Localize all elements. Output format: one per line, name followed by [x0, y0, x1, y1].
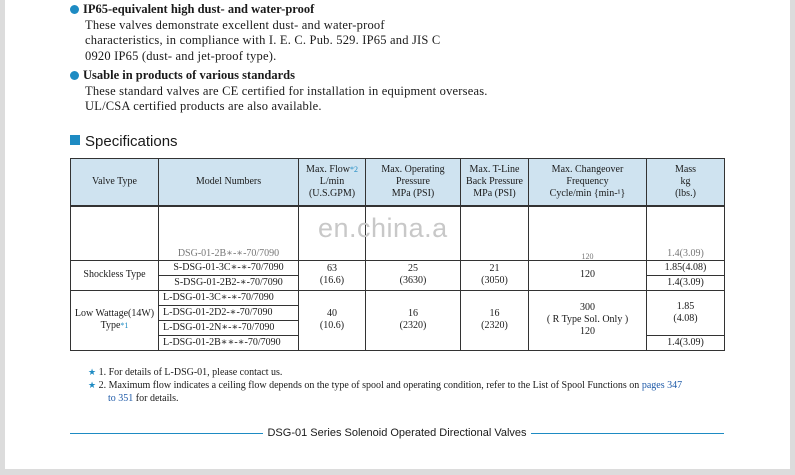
- bullet-icon: [70, 71, 79, 80]
- table-cell: DSG-01-2B∗-∗-70/7090: [159, 206, 299, 260]
- col-changeover: Max. Changeover Frequency Cycle/min {min-¹}: [529, 159, 647, 207]
- col-tline: Max. T-Line Back Pressure MPa (PSI): [461, 159, 529, 207]
- feature-title: Usable in products of various standards: [83, 68, 295, 82]
- feature-line: 0920 IP65 (dust- and jet-proof type).: [85, 48, 277, 63]
- table-cell: 63 (16.6): [299, 260, 366, 290]
- table-cell: Shockless Type: [71, 260, 159, 290]
- table-cell: 1.4(3.09): [647, 275, 725, 290]
- feature-line: characteristics, in compliance with I. E. C. Pub. 529. IP65 and JIS C: [85, 33, 441, 47]
- col-valve-type: Valve Type: [71, 159, 159, 207]
- star-icon: ★: [88, 367, 97, 377]
- square-bullet-icon: [70, 135, 80, 145]
- feature-line: UL/CSA certified products are also available.: [85, 99, 322, 113]
- col-max-flow: Max. Flow$^{*2}$ L/min (U.S.GPM): [299, 159, 366, 207]
- table-row: [71, 260, 725, 275]
- table-cell: 300 ( R Type Sol. Only ) 120: [529, 290, 647, 350]
- pages-link[interactable]: to 351: [108, 393, 134, 404]
- table-cell: 120: [529, 260, 647, 290]
- feature-standards: [70, 68, 488, 115]
- feature-line: These standard valves are CE certified for installation in equipment overseas.: [85, 83, 488, 98]
- table-cell: 120: [529, 206, 647, 260]
- table-cell: 16 (2320): [366, 290, 461, 350]
- feature-line: These valves demonstrate excellent dust- and water-proof: [85, 17, 385, 32]
- table-header-row: [71, 159, 725, 207]
- table-cell: 1.85 (4.08): [647, 290, 725, 335]
- table-cell: L-DSG-01-3C∗-∗-70/7090: [159, 290, 299, 305]
- table-cell: S-DSG-01-2B2-∗-70/7090: [159, 275, 299, 290]
- specifications-table: [70, 158, 725, 351]
- footnotes: [88, 366, 682, 405]
- left-border: [0, 0, 5, 475]
- section-heading: Specifications: [70, 133, 178, 150]
- table-cell: 1.4(3.09): [647, 206, 725, 260]
- footnote-1: ★ 1. For details of L-DSG-01, please contact us.: [88, 367, 283, 378]
- table-cell: 40 (10.6): [299, 290, 366, 350]
- footnote-2: ★ 2. Maximum flow indicates a ceiling flow depends on the type of spool and operating condition, refer to the List of Spool Functions on pages 347: [88, 380, 683, 391]
- footnote-2-cont: to 351 for details.: [108, 393, 179, 404]
- table-cell: 25 (3630): [366, 260, 461, 290]
- col-max-pressure: Max. Operating Pressure MPa (PSI): [366, 159, 461, 207]
- table-cell: 1.85(4.08): [647, 260, 725, 275]
- footer: [70, 426, 724, 440]
- table-cell: Low Wattage(14W) Type$^{*1}$: [71, 290, 159, 350]
- footer-title: DSG-01 Series Solenoid Operated Directional Valves: [267, 427, 527, 439]
- table-cell: L-DSG-01-2B∗∗-∗-70/7090: [159, 335, 299, 350]
- table-cell: L-DSG-01-2N∗-∗-70/7090: [159, 320, 299, 335]
- watermark: en.china.a: [318, 213, 448, 243]
- col-model-numbers: Model Numbers: [159, 159, 299, 207]
- footer-rule: [531, 433, 724, 434]
- pages-link[interactable]: pages 347: [641, 380, 683, 391]
- footer-rule: [70, 433, 263, 434]
- table-cell: L-DSG-01-2D2-∗-70/7090: [159, 305, 299, 320]
- feature-ip65: [70, 2, 440, 64]
- bullet-icon: [70, 5, 79, 14]
- star-icon: ★: [88, 380, 97, 390]
- table-cell: 1.4(3.09): [647, 335, 725, 350]
- table-cell: 21 (3050): [461, 260, 529, 290]
- feature-title: IP65-equivalent high dust- and water-proof: [83, 2, 315, 16]
- col-mass: Mass kg (lbs.): [647, 159, 725, 207]
- table-cell: S-DSG-01-3C∗-∗-70/7090: [159, 260, 299, 275]
- table-cell: 16 (2320): [461, 290, 529, 350]
- right-border: [790, 0, 795, 475]
- bottom-border: [0, 469, 795, 475]
- table-row: [71, 290, 725, 305]
